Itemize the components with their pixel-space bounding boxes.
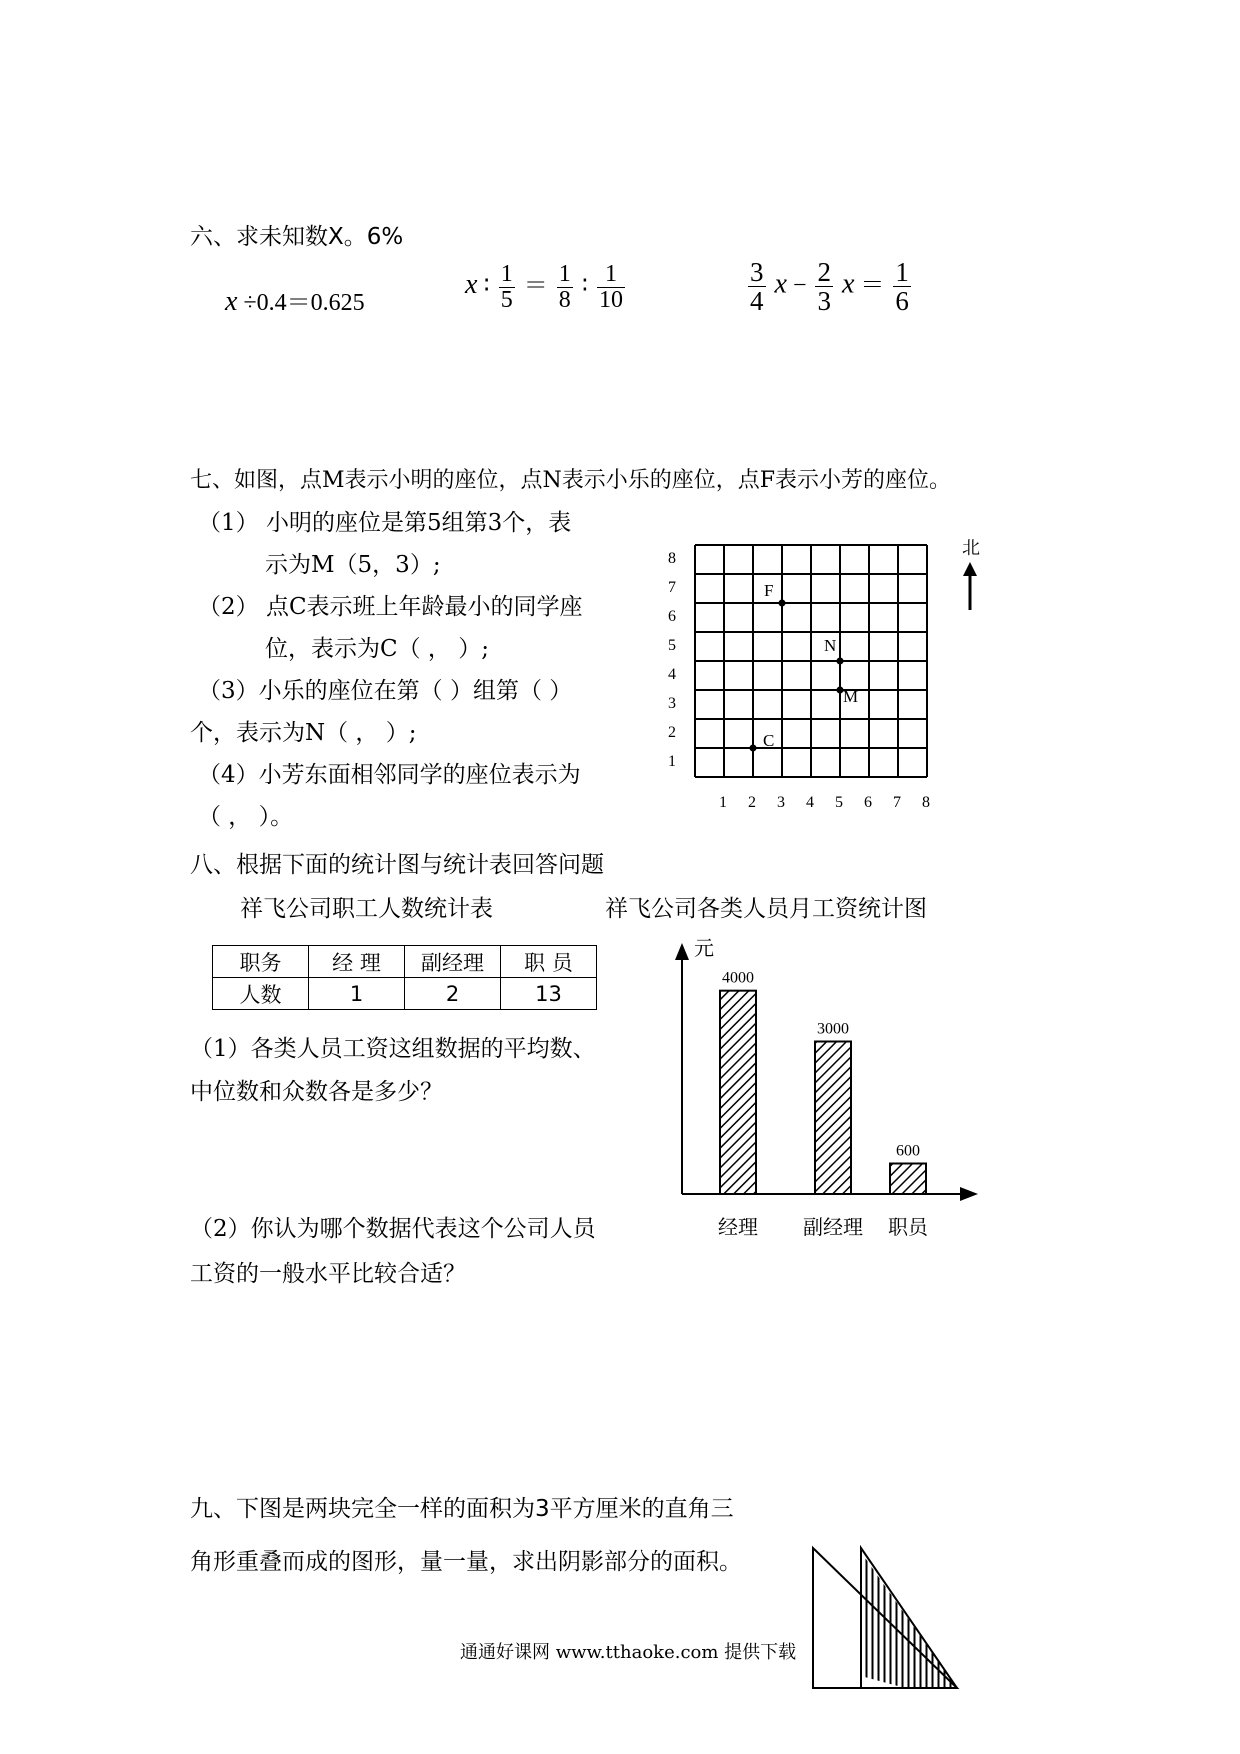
north-arrow-icon xyxy=(963,562,977,610)
q7-line-6: 个，表示为N（ ， ）; xyxy=(190,720,417,746)
y-tick-label: 5 xyxy=(668,637,676,654)
y-axis-arrow-icon xyxy=(675,943,689,960)
y-tick-label: 2 xyxy=(668,724,676,741)
variable-x: x xyxy=(774,268,787,300)
section-7-title: 七、如图，点M表示小明的座位，点N表示小乐的座位，点F表示小芳的座位。 xyxy=(190,468,952,493)
table-header-row xyxy=(213,946,597,978)
y-axis-label: 元 xyxy=(694,938,714,960)
staff-count-table xyxy=(212,945,597,1010)
equals-sign: ＝ xyxy=(523,273,548,300)
seat-point-label: C xyxy=(763,731,775,750)
equation-1-rest: ÷0.4＝0.625 xyxy=(243,290,365,316)
y-tick-label: 8 xyxy=(668,550,676,567)
seat-point-f xyxy=(779,600,786,607)
seat-point-n xyxy=(837,658,844,665)
q7-line-3: （2） 点C表示班上年龄最小的同学座 xyxy=(198,594,583,620)
variable-x: x xyxy=(465,269,478,301)
grid-tick-labels xyxy=(668,550,930,811)
table-title: 祥飞公司职工人数统计表 xyxy=(240,896,493,922)
footer-text: 通通好课网 www.tthaoke.com 提供下载 xyxy=(460,1642,797,1663)
category-label: 职员 xyxy=(888,1217,928,1239)
grid-lines xyxy=(695,545,927,777)
variable-x: x xyxy=(841,268,855,300)
x-tick-label: 8 xyxy=(922,794,930,811)
q8-sub1-line-1: （1）各类人员工资这组数据的平均数、 xyxy=(190,1036,596,1062)
table-row xyxy=(213,978,597,1010)
table-cell: 1 xyxy=(309,978,405,1010)
y-tick-label: 7 xyxy=(668,579,676,596)
category-label: 经理 xyxy=(718,1217,758,1239)
y-tick-label: 1 xyxy=(668,753,676,770)
x-tick-label: 1 xyxy=(719,794,727,811)
table-header-cell: 经 理 xyxy=(309,946,405,978)
ratio-colon: ∶ xyxy=(581,273,588,300)
bar-value-label: 3000 xyxy=(817,1020,849,1038)
fraction-one-fifth: $\frac{1}{5}$ xyxy=(500,261,513,314)
grid-points xyxy=(750,581,859,752)
table-cell: 13 xyxy=(501,978,597,1010)
equation-2 xyxy=(465,262,628,313)
q9-line-1: 九、下图是两块完全一样的面积为3平方厘米的直角三 xyxy=(190,1496,734,1522)
table-header-cell: 职务 xyxy=(213,946,309,978)
north-label: 北 xyxy=(962,538,980,558)
y-tick-label: 6 xyxy=(668,608,676,625)
section-6-title: 六、求未知数X。6% xyxy=(190,224,404,250)
fraction-two-thirds: $\frac{2}{3}$ xyxy=(817,257,831,317)
bar-value-label: 600 xyxy=(896,1142,920,1160)
table-header-cell: 副经理 xyxy=(405,946,501,978)
fraction-one-eighth: $\frac{1}{8}$ xyxy=(558,261,571,314)
table-cell: 人数 xyxy=(213,978,309,1010)
bar-1 xyxy=(815,1042,851,1195)
x-tick-label: 2 xyxy=(748,794,756,811)
y-tick-label: 4 xyxy=(668,666,676,683)
q8-sub1-line-2: 中位数和众数各是多少？ xyxy=(190,1079,443,1105)
q7-line-7: （4）小芳东面相邻同学的座位表示为 xyxy=(198,762,581,788)
x-axis-arrow-icon xyxy=(960,1187,978,1201)
bar-0 xyxy=(720,991,756,1194)
seat-point-label: N xyxy=(824,636,837,655)
table-header-cell: 职 员 xyxy=(501,946,597,978)
wage-bar-chart xyxy=(660,930,1000,1250)
bar-2 xyxy=(890,1164,926,1195)
bar-value-label: 4000 xyxy=(722,969,754,987)
variable-x: x xyxy=(225,286,238,317)
equation-3 xyxy=(745,258,914,316)
fraction-one-tenth: $\frac{1}{10}$ xyxy=(598,261,623,314)
q8-sub2-line-2: 工资的一般水平比较合适？ xyxy=(190,1261,466,1287)
seat-grid xyxy=(660,530,990,820)
x-tick-label: 5 xyxy=(835,794,843,811)
x-tick-label: 7 xyxy=(893,794,901,811)
q9-line-2: 角形重叠而成的图形，量一量，求出阴影部分的面积。 xyxy=(190,1549,742,1575)
ratio-colon: ∶ xyxy=(483,273,490,300)
chart-title: 祥飞公司各类人员月工资统计图 xyxy=(605,896,927,922)
y-tick-label: 3 xyxy=(668,695,676,712)
overlapping-triangles-figure xyxy=(805,1540,970,1700)
equation-1 xyxy=(225,282,365,318)
fraction-three-quarters: $\frac{3}{4}$ xyxy=(750,257,764,317)
q7-line-8: （ ， ）。 xyxy=(198,804,294,830)
q8-sub2-line-1: （2）你认为哪个数据代表这个公司人员 xyxy=(190,1216,596,1242)
seat-point-label: F xyxy=(764,581,774,600)
q7-line-2: 示为M（5，3）; xyxy=(265,552,441,578)
x-tick-label: 3 xyxy=(777,794,785,811)
minus-sign: − xyxy=(792,272,807,299)
equals-sign: ＝ xyxy=(860,272,885,299)
x-tick-label: 6 xyxy=(864,794,872,811)
seat-point-label: M xyxy=(843,687,859,706)
category-label: 副经理 xyxy=(803,1217,863,1239)
seat-point-c xyxy=(750,745,757,752)
x-tick-label: 4 xyxy=(806,794,814,811)
table-cell: 2 xyxy=(405,978,501,1010)
q7-line-5: （3）小乐的座位在第（ ）组第（ ） xyxy=(198,678,573,704)
q7-line-1: （1） 小明的座位是第5组第3个，表 xyxy=(198,510,572,536)
fraction-one-sixth: $\frac{1}{6}$ xyxy=(895,257,909,317)
q7-line-4: 位，表示为C（ ， ）; xyxy=(265,636,489,662)
section-8-title: 八、根据下面的统计图与统计表回答问题 xyxy=(190,852,604,878)
